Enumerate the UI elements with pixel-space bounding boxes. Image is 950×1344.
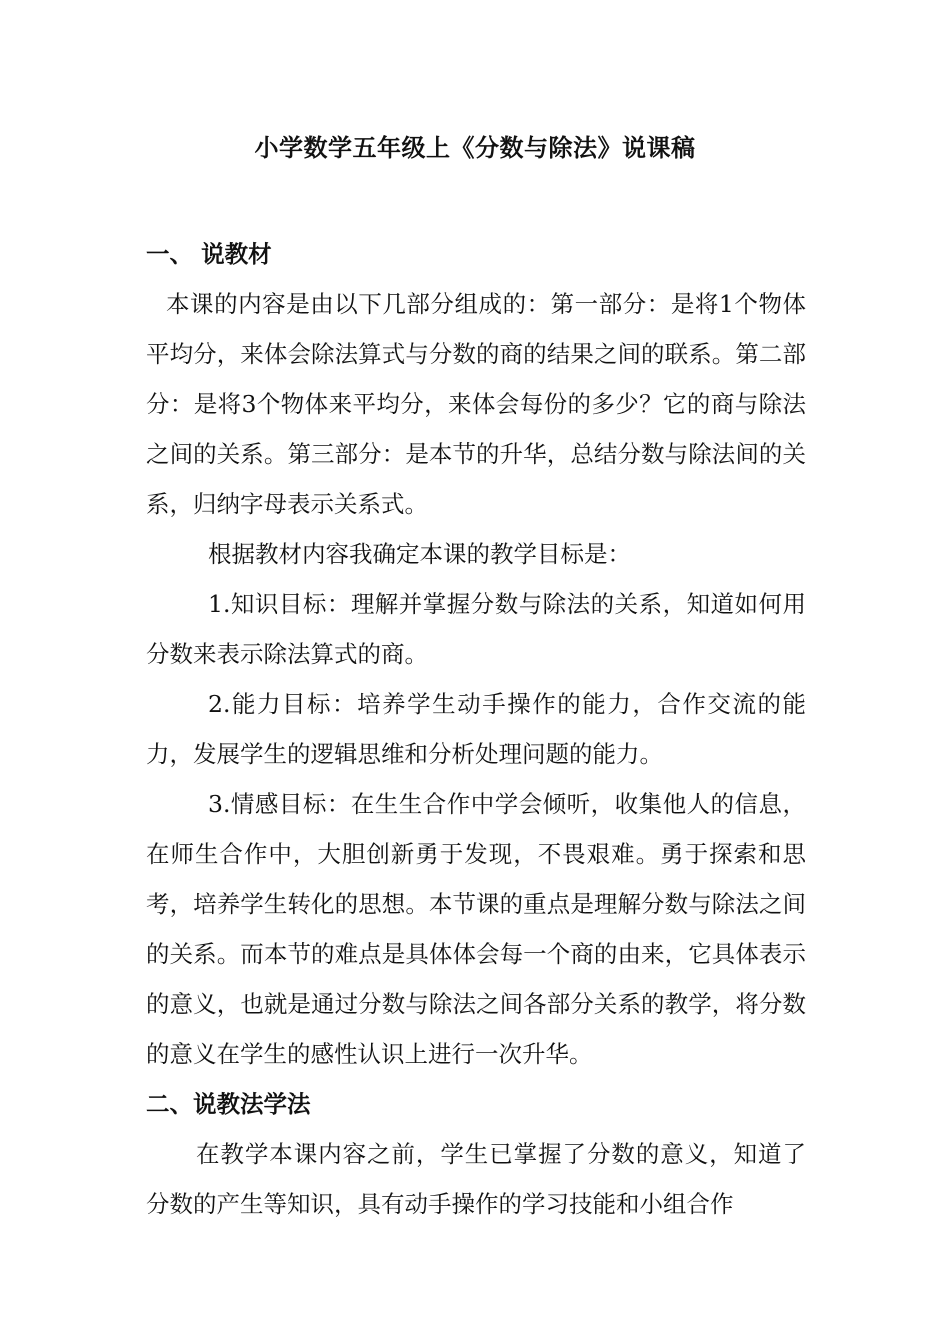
section-heading-2: 二、说教法学法 [146,1090,311,1118]
paragraph-emotion-goal: 3.情感目标：在生生合作中学会倾听，收集他人的信息，在师生合作中，大胆创新勇于发现，不畏艰难。勇于探索和思考，培养学生转化的思想。本节课的重点是理解分数与除法之间的关系。而本节的难点是具体体会每一个商的由来，它具体表示的意义，也就是通过分数与除法之间各部分关系的教学，将分数的意义在学生的感性认识上进行一次升华。 [146,790,806,1068]
paragraph-content-overview: 本课的内容是由以下几部分组成的：第一部分：是将1个物体平均分，来体会除法算式与分数的商的结果之间的联系。第二部分：是将3个物体来平均分，来体会每份的多少？它的商与除法之间的关系。第三部分：是本节的升华，总结分数与除法间的关系，归纳字母表示关系式。 [146,290,806,518]
paragraph-knowledge-goal: 1.知识目标：理解并掌握分数与除法的关系，知道如何用分数来表示除法算式的商。 [146,590,806,668]
document-body [146,229,806,1229]
document-title: 小学数学五年级上《分数与除法》说课稿 [254,133,696,162]
paragraph-teaching-method: 在教学本课内容之前，学生已掌握了分数的意义，知道了分数的产生等知识，具有动手操作的学习技能和小组合作 [146,1140,806,1218]
paragraph-goals-intro: 根据教材内容我确定本课的教学目标是： [208,540,631,568]
paragraph-ability-goal: 2.能力目标：培养学生动手操作的能力，合作交流的能力，发展学生的逻辑思维和分析处理问题的能力。 [146,690,806,768]
section-heading-1: 一、 说教材 [146,240,272,268]
